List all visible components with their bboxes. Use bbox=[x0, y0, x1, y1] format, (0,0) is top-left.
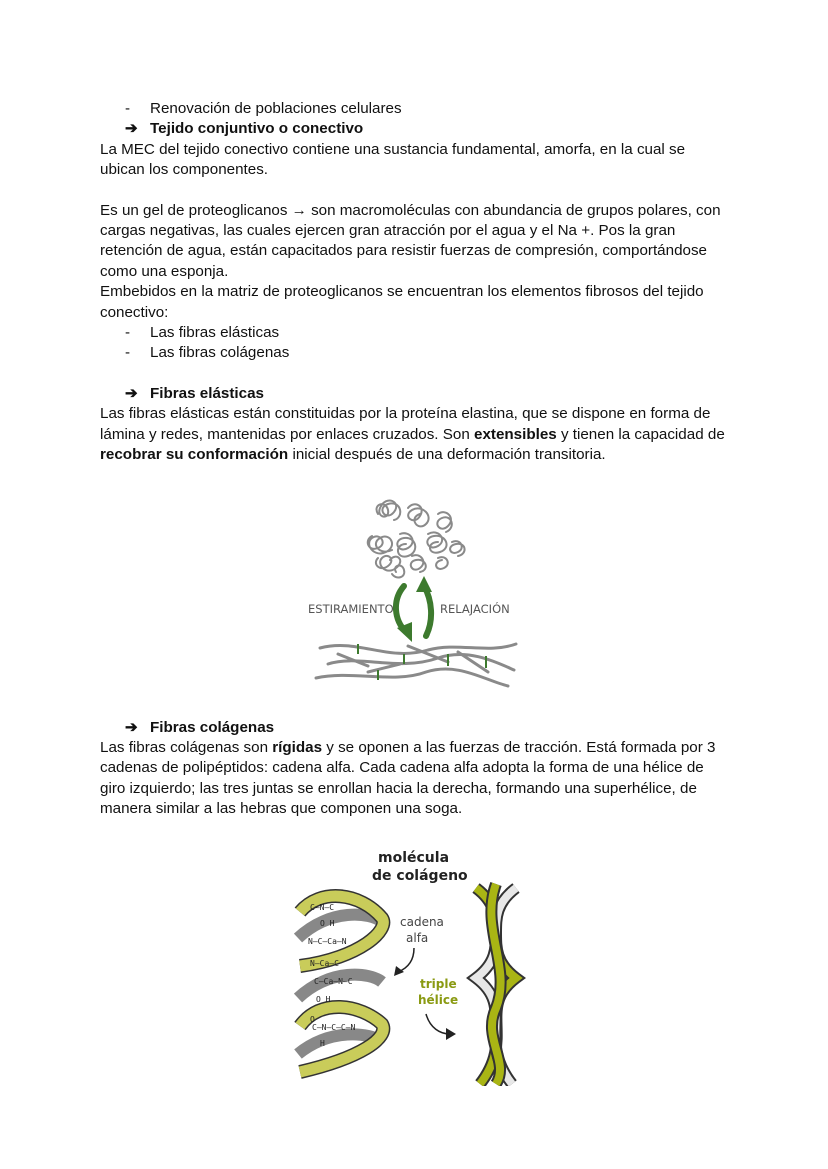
list-item: - Renovación de poblaciones celulares bbox=[125, 100, 402, 117]
alpha-chain-label-2: alfa bbox=[406, 930, 429, 945]
paragraph: Embebidos en la matriz de proteoglicanos se encuentran los elementos fibrosos del tejido conectivo: bbox=[100, 283, 704, 321]
collagen-molecule-illustration bbox=[290, 848, 530, 1086]
svg-text:H: H bbox=[320, 1038, 325, 1048]
triple-helix-label-2: hélice bbox=[418, 992, 459, 1007]
paragraph: Las fibras colágenas son rígidas y se oponen a las fuerzas de tracción. Está formada por 3 cadenas de polipéptidos: cadena alfa. Cada cadena alfa adopta la forma de una hélice de giro izquierdo; las tres juntas se enrollan hacia la derecha, formando una superhélice, de manera similar a las hebras que componen una soga. bbox=[100, 738, 716, 818]
elastic-fiber-illustration bbox=[308, 494, 524, 694]
section-heading-colagenas: ➔ Fibras colágenas bbox=[100, 718, 732, 738]
svg-text:C—N—C: C—N—C bbox=[310, 902, 335, 912]
list-item: - Las fibras elásticas bbox=[125, 324, 280, 342]
svg-text:C—N—C—C—N: C—N—C—C—N bbox=[312, 1022, 356, 1032]
alpha-chain-label-1: cadena bbox=[400, 914, 444, 929]
document-content bbox=[100, 99, 732, 1086]
double-arrow-icon bbox=[396, 576, 432, 642]
svg-text:O H: O H bbox=[316, 994, 331, 1004]
alpha-chain-helix-icon bbox=[298, 896, 383, 1072]
svg-text:O: O bbox=[310, 1014, 315, 1024]
list-item-text: Renovación de poblaciones celulares bbox=[150, 100, 402, 117]
svg-text:N—Ca—C: N—Ca—C bbox=[310, 958, 339, 968]
svg-text:C—Ca—N—C: C—Ca—N—C bbox=[314, 976, 353, 986]
triple-helix-icon bbox=[470, 884, 518, 1086]
list-item: - Las fibras colágenas bbox=[125, 344, 290, 362]
section-heading-elasticas: ➔ Fibras elásticas bbox=[100, 384, 732, 404]
svg-text:O H: O H bbox=[320, 918, 335, 928]
stretch-label: ESTIRAMIENTO bbox=[308, 601, 394, 616]
figure-title-line1: molécula bbox=[378, 849, 450, 866]
list-item-text: Las fibras elásticas bbox=[150, 324, 280, 342]
coiled-elastin-icon bbox=[368, 500, 465, 577]
paragraph: Las fibras elásticas están constituidas por la proteína elastina, que se dispone en forma de lámina y redes, mantenidas por enlaces cruzados. Son extensibles y tienen la capacidad de recobrar su conformación inicial después de una deformación transitoria. bbox=[100, 405, 725, 464]
figure-title-line2: de colágeno bbox=[372, 867, 468, 884]
section-heading-conectivo: ➔ Tejido conjuntivo o conectivo bbox=[100, 119, 732, 139]
arrow-icon: ➔ bbox=[125, 120, 138, 138]
arrow-icon: ➔ bbox=[125, 384, 138, 402]
paragraph: Es un gel de proteoglicanos → son macromoléculas con abundancia de grupos polares, con cargas negativas, las cuales ejercen gran atracción por el agua y el Na +. Pos la gran retención de agua, están capacitados para resistir fuerzas de compresión, comportándose como una esponja. bbox=[100, 201, 721, 280]
arrow-icon: ➔ bbox=[125, 718, 138, 736]
relax-label: RELAJACIÓN bbox=[440, 601, 510, 616]
paragraph: La MEC del tejido conectivo contiene una sustancia fundamental, amorfa, en la cual se ubican los componentes. bbox=[100, 140, 686, 179]
triple-helix-label-1: triple bbox=[420, 976, 457, 991]
svg-text:N—C—Ca—N: N—C—Ca—N bbox=[308, 936, 347, 946]
list-item-text: Las fibras colágenas bbox=[150, 344, 290, 362]
pointer-arrow-icon bbox=[398, 948, 414, 972]
